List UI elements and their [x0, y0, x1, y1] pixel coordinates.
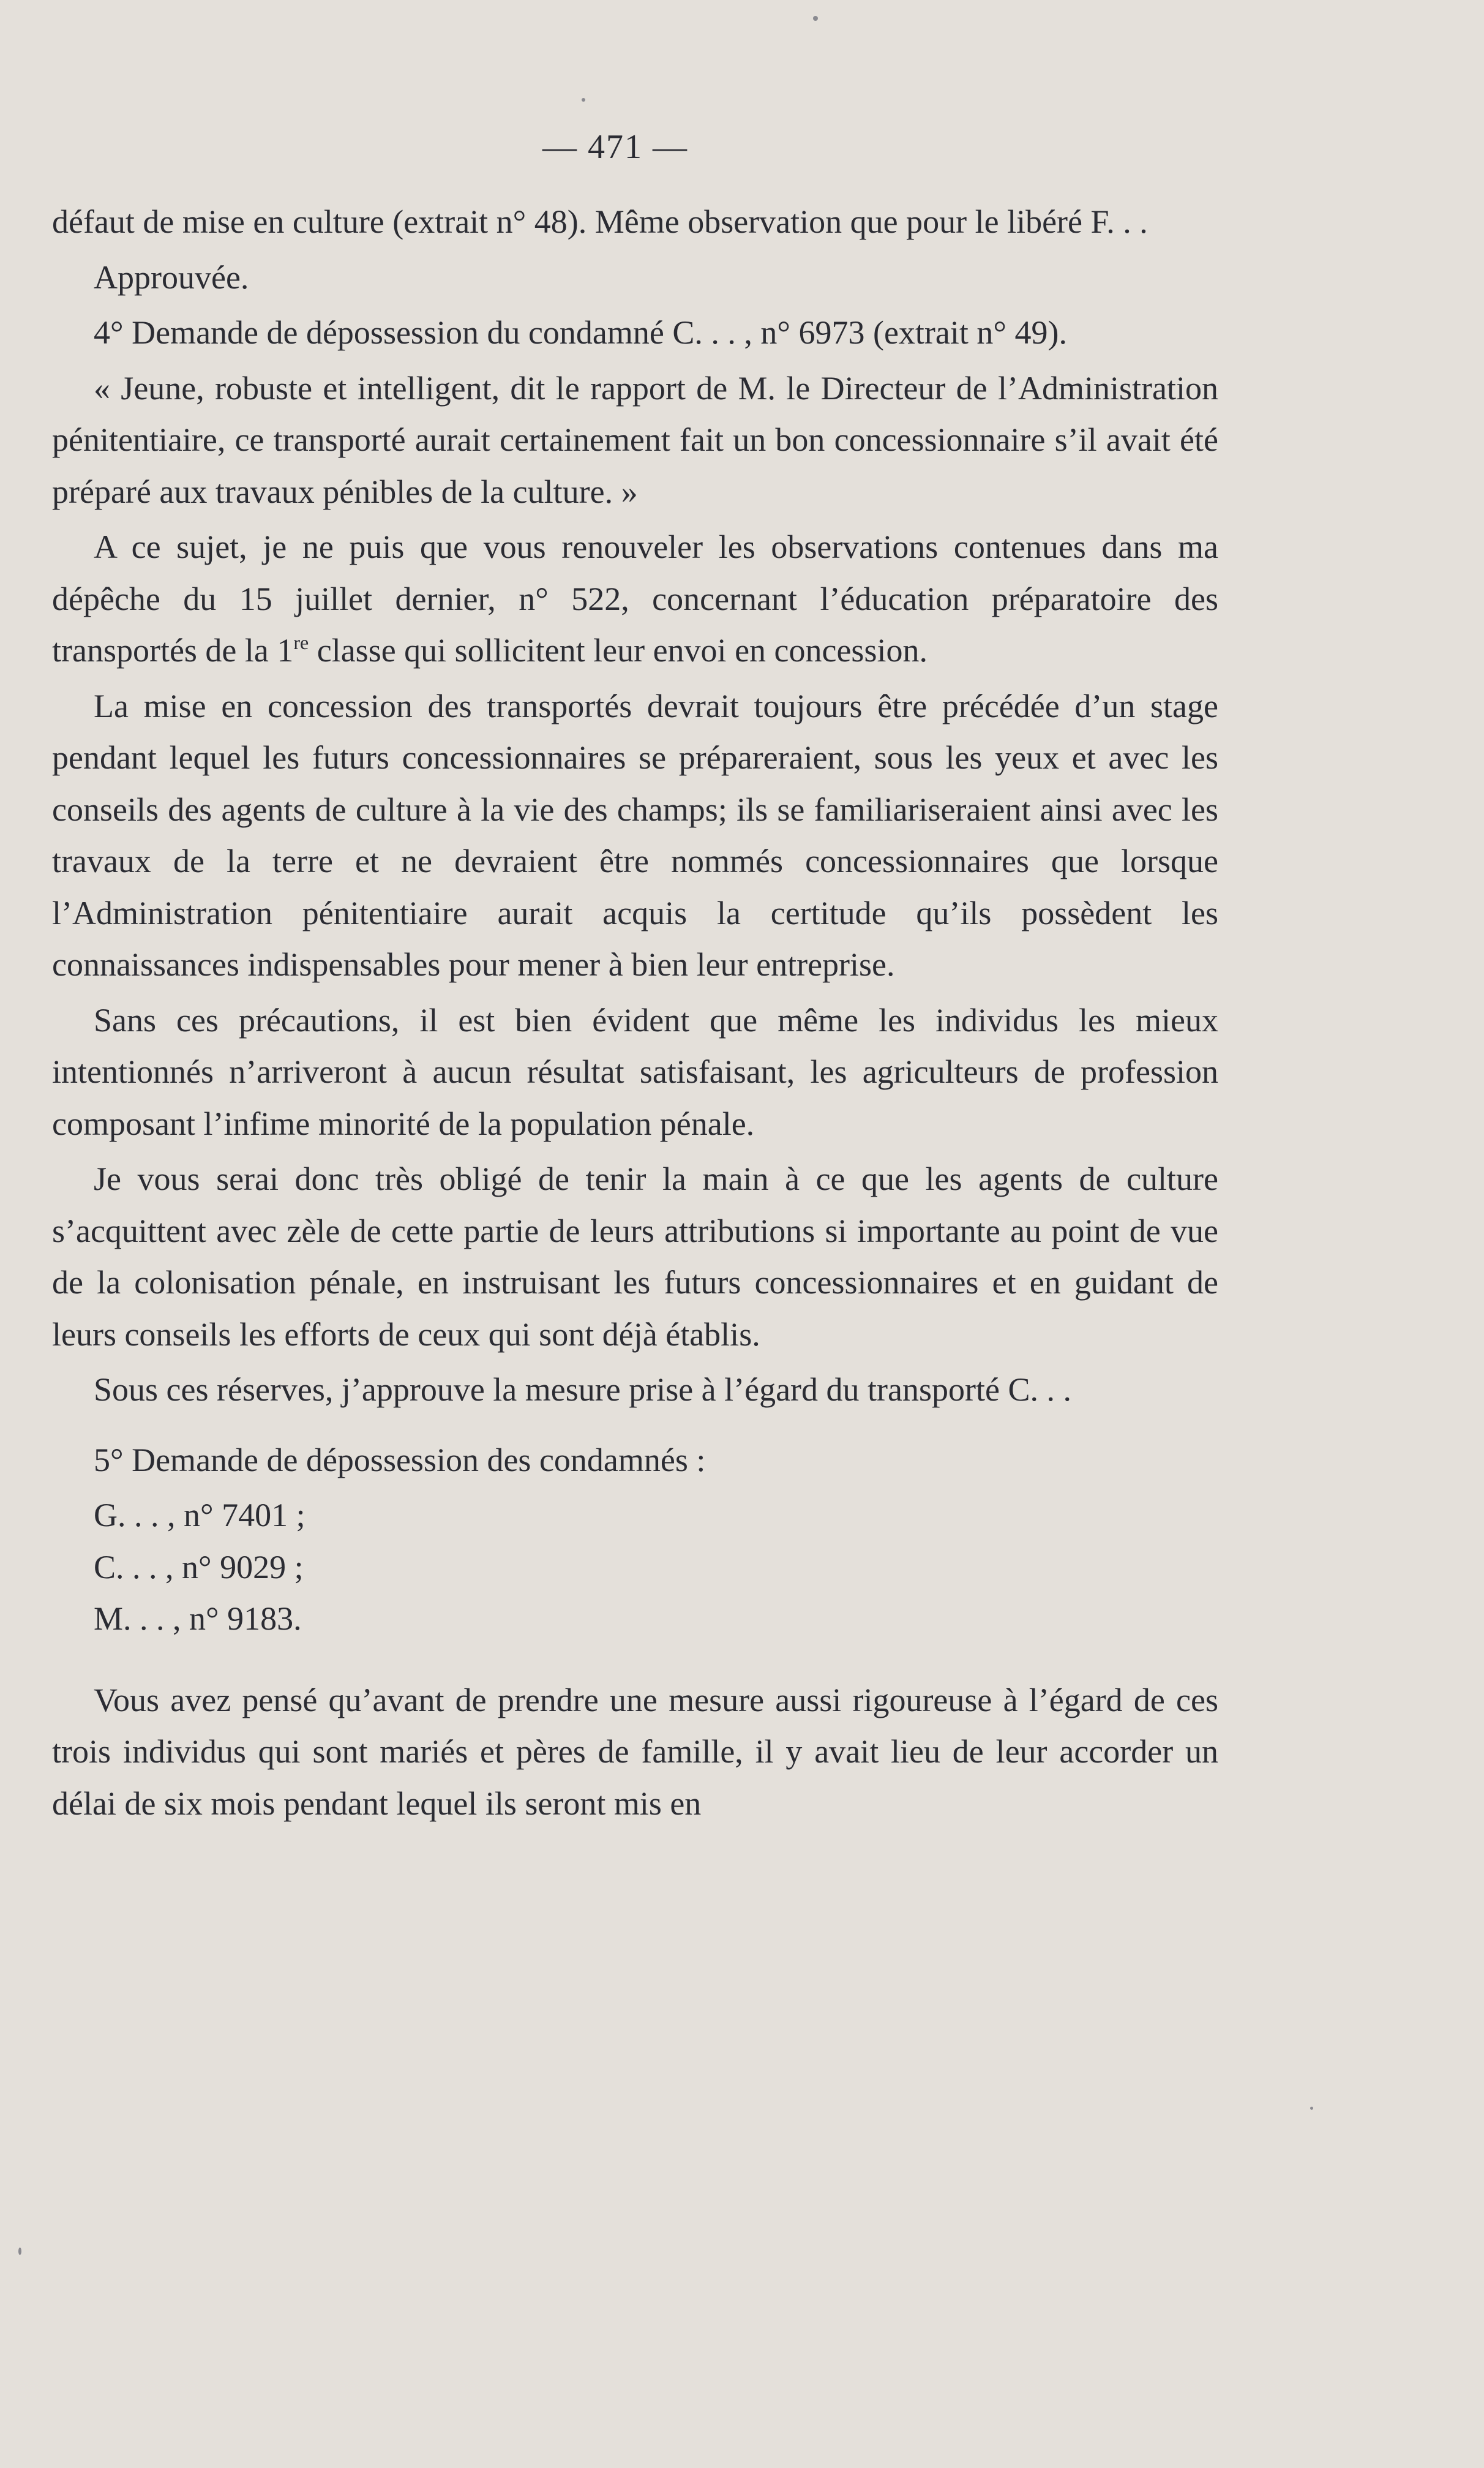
paragraph-concession: La mise en concession des transportés devrait toujours être précédée d’un stage pendant lequel les futurs concessionnaires se prépareraient, sous les yeux et avec les conseils des agents de culture à la vie des champs; ils se familiariseraient ainsi avec les travaux de la terre et ne devraient être nommés concessionnaires que lorsque l’Administration pénitentiaire aurait acquis la certitude qu’ils possèdent les connaissances indispensables pour mener à bien leur entreprise.: [52, 687, 1218, 983]
body-text: [52, 196, 1218, 1829]
list-item: G. . . , n° 7401 ;: [94, 1497, 305, 1533]
paragraph-request-5: 5° Demande de dépossession des condamnés :: [94, 1441, 706, 1478]
paragraph-continuation: défaut de mise en culture (extrait n° 48). Même observation que pour le libéré F. . .: [52, 203, 1148, 240]
page-number: — 471 —: [542, 128, 688, 166]
paper-speck: [18, 2248, 21, 2255]
paragraph-approval-1: Approuvée.: [94, 258, 249, 296]
paper-speck: [582, 98, 585, 102]
paper-speck: [1310, 2107, 1313, 2110]
paragraph-agents: Je vous serai donc très obligé de tenir la main à ce que les agents de culture s’acquittent avec zèle de cette partie de leurs attributions si importante au point de vue de la colonisation pénale, en instruisant les futurs concessionnaires et en guidant de leurs conseils les efforts de ceux qui sont déjà établis.: [52, 1161, 1218, 1353]
observations-text-end: classe qui sollicitent leur envoi en concession.: [309, 632, 928, 669]
list-item: M. . . , n° 9183.: [94, 1600, 302, 1637]
paragraph-precautions: Sans ces précautions, il est bien évident que même les individus les mieux intentionnés n’arriveront à aucun résultat satisfaisant, les agriculteurs de profession composant l’infime minorité de la population pénale.: [52, 1001, 1218, 1142]
paragraph-observations: [52, 521, 1218, 677]
observations-text-start: A ce sujet, je ne puis que vous renouveler les observations contenues dans ma dépêche du 15 juillet dernier, n° 522, concernant l’éducation préparatoire des transportés de la 1: [52, 529, 1218, 669]
ordinal-superscript: re: [293, 631, 309, 653]
paragraph-reserves: Sous ces réserves, j’approuve la mesure prise à l’égard du transporté C. . .: [94, 1371, 1071, 1408]
paper-speck: [813, 16, 818, 21]
list-item: C. . . , n° 9029 ;: [94, 1548, 304, 1586]
paragraph-request-4: 4° Demande de dépossession du condamné C. . . , n° 6973 (extrait n° 49).: [94, 314, 1067, 351]
paragraph-quote: « Jeune, robuste et intelligent, dit le rapport de M. le Directeur de l’Administration pénitentiaire, ce transporté aurait certainement fait un bon concessionnaire s’il avait été préparé aux travaux pénibles de la culture. »: [52, 369, 1218, 510]
paragraph-delay: Vous avez pensé qu’avant de prendre une mesure aussi rigoureuse à l’égard de ces trois individus qui sont mariés et pères de famille, il y avait lieu de leur accorder un délai de six mois pendant lequel ils seront mis en: [52, 1681, 1218, 1822]
